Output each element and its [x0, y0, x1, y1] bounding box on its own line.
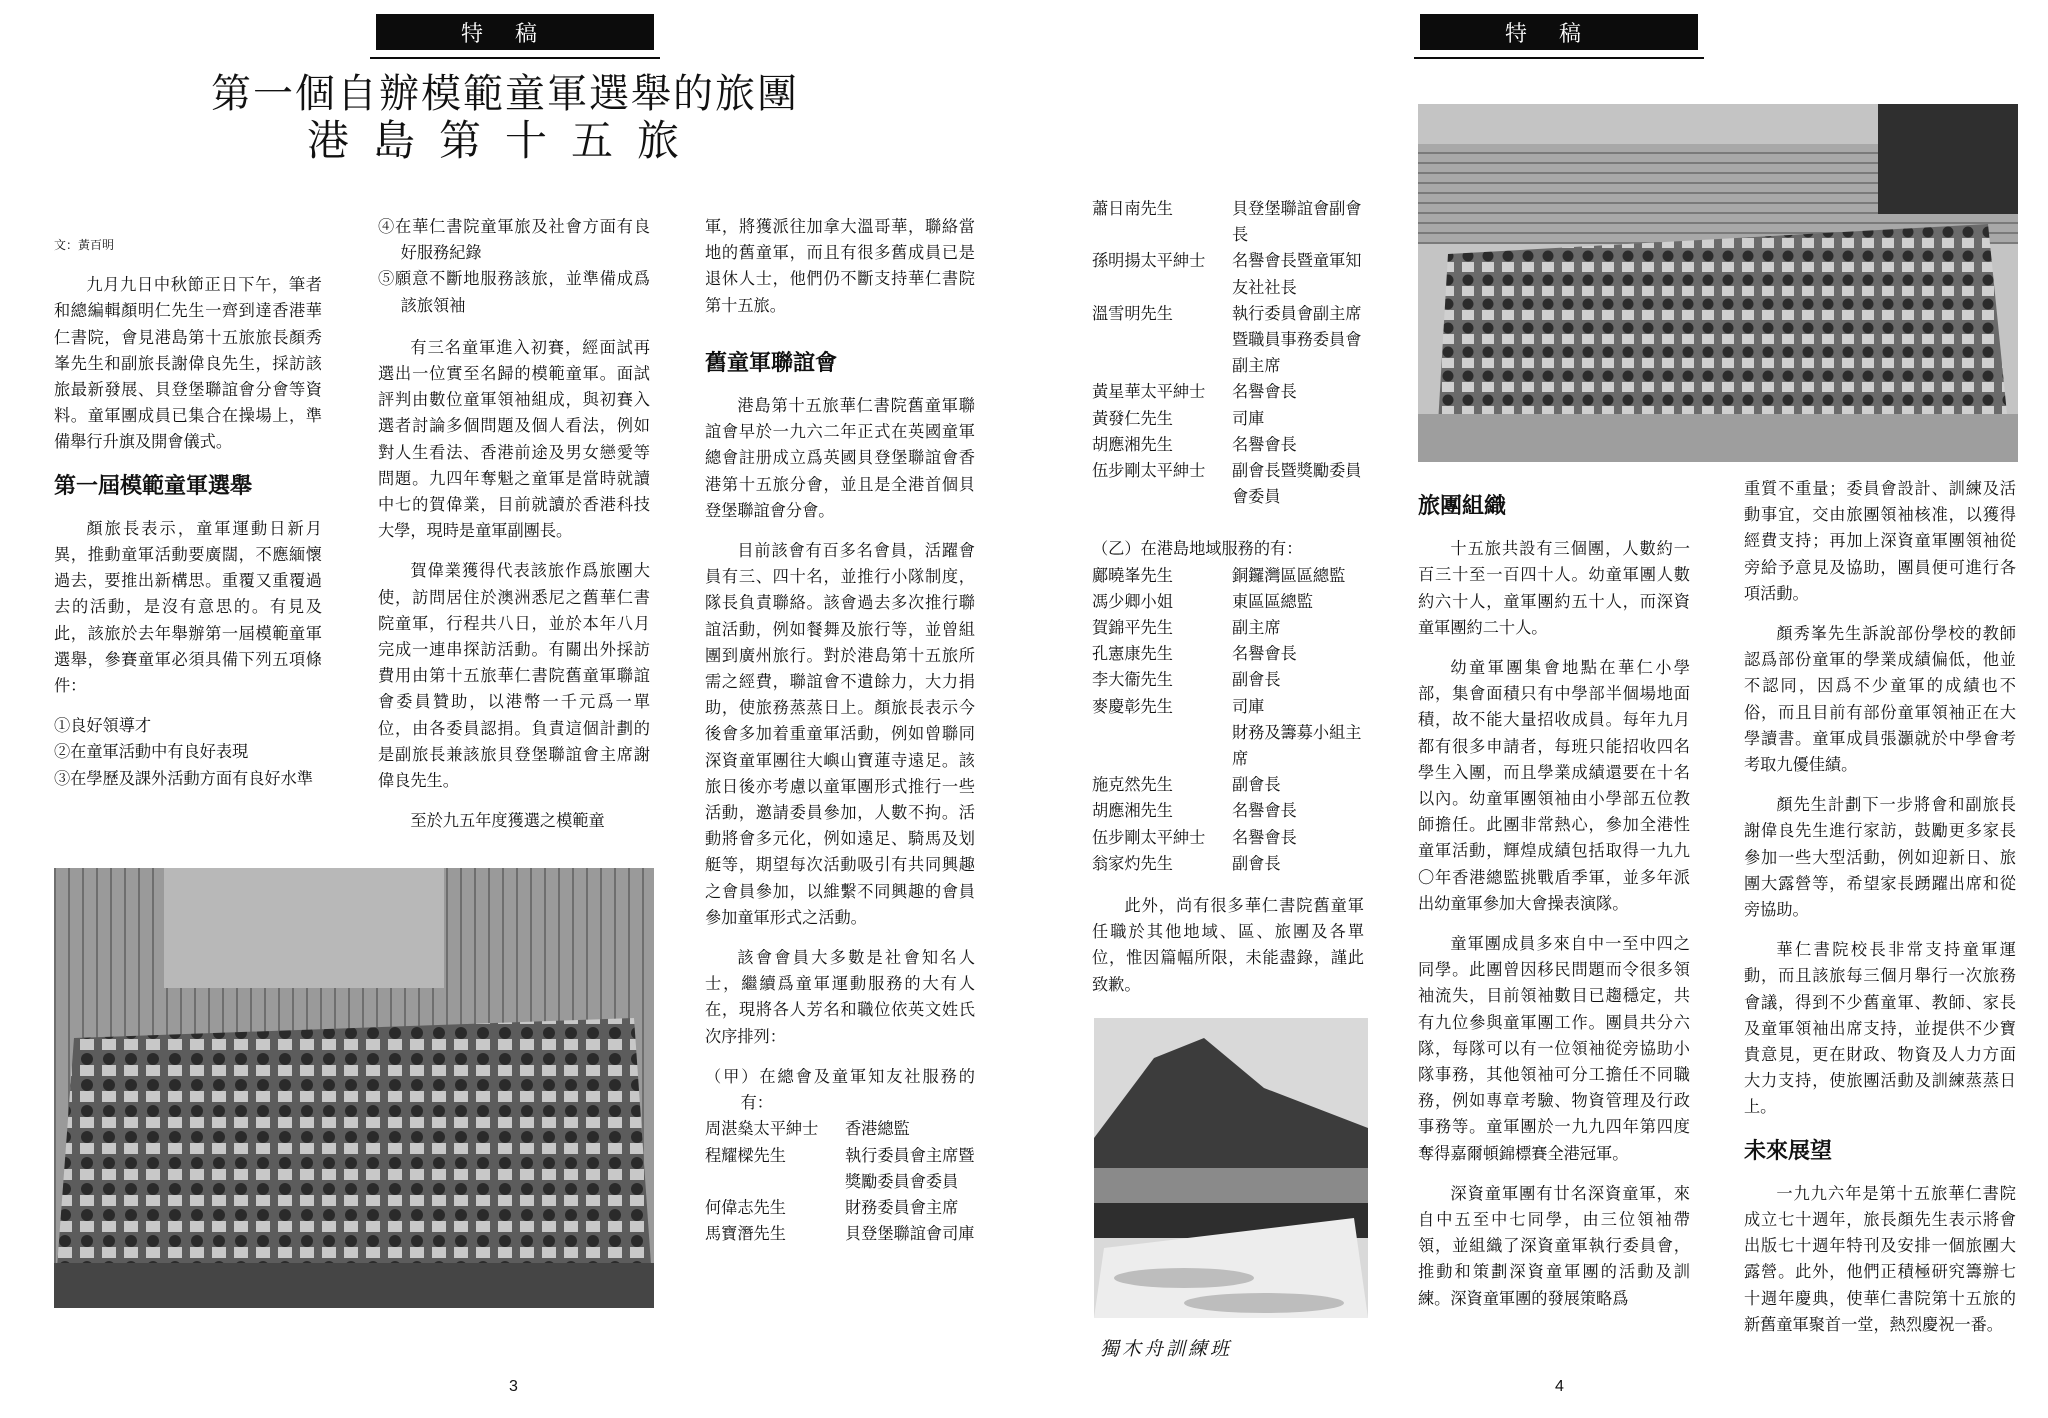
list-item: ②在童軍活動中有良好表現: [54, 742, 249, 762]
member-role: 司庫: [1232, 696, 1265, 716]
author-credit: 文：黃百明: [54, 238, 115, 252]
member-name: 黃發仁先生: [1092, 408, 1173, 428]
member-name: 蕭日南先生: [1092, 199, 1173, 218]
paragraph: 此外，尚有很多華仁書院舊童軍任職於其他地域、區、旅團及各單位，惟因篇幅所限，未能盡錄，謹此致歉。: [1092, 896, 1364, 994]
member-name: 孔憲康先生: [1092, 644, 1173, 664]
paragraph: 幼童軍團集會地點在華仁小學部，集會面積只有中學部半個場地面積，故不能大量招收成員。每年九月都有很多申請者，每班只能招收四名學生入團，而且學業成績還要在十名以內。幼童軍團領袖由小學部五位教師擔任。此團非常熱心，參加全港性童軍活動，輝煌成績包括取得一九九〇年香港總監挑戰盾季軍，並多年派出幼童軍參加大會操表演隊。: [1418, 658, 1690, 913]
member-name: 周湛燊太平紳士: [705, 1119, 819, 1139]
section-heading: 旅團組織: [1418, 494, 1507, 519]
right-col-a: [1092, 196, 1364, 1012]
member-role: 執行委員會副主席暨職員事務委員會副主席: [1232, 303, 1362, 376]
paragraph: 該會會員大多數是社會知名人士，繼續爲童軍運動服務的大有人在，現將各人芳名和職位依英文姓氏次序排列：: [705, 948, 975, 1046]
paragraph: 童軍團成員多來自中一至中四之同學。此團曾因移民問題而令很多領袖流失，目前領袖數目已趨穩定，共有九位參與童軍團工作。團員共分六隊，每隊可以有一位領袖從旁協助小隊事務，其他領袖可分工擔任不同職務，例如專章考驗、物資管理及行政事務等。童軍團於一九九四年第四度奪得嘉爾頓錦標賽全港冠軍。: [1418, 934, 1690, 1163]
photo-caption: 獨木舟訓練班: [1100, 1338, 1233, 1360]
member-role: 名譽會長: [1232, 827, 1297, 847]
member-role: 副會長暨獎勵委員會委員: [1232, 461, 1362, 507]
paragraph: 顏秀峯先生訴說部份學校的教師認爲部份童軍的學業成績偏低，他並不認同，因爲不少童軍的成績也不俗，而且目前有部份童軍領袖正在大學讀書。童軍成員張灝就於中學會考考取九優佳績。: [1744, 624, 2016, 775]
member-name: 翁家灼先生: [1092, 853, 1173, 873]
member-name: 溫雪明先生: [1092, 303, 1173, 323]
member-table: [705, 1116, 975, 1247]
member-name: 李大衞先生: [1092, 670, 1173, 690]
list-heading: （乙）在港島地域服務的有：: [1092, 539, 1303, 559]
left-col-3: [705, 214, 975, 1247]
member-role: 副會長: [1232, 670, 1281, 690]
left-col-2: [378, 214, 650, 848]
paragraph: 賀偉業獲得代表該旅作爲旅團大使，訪問居住於澳洲悉尼之舊華仁書院童軍，行程共八日，並於本年八月完成一連串探訪活動。有關出外採訪費用由第十五旅華仁書院舊童軍聯誼會委員贊助，以港幣一千元爲一單位，由各委員認捐。負責這個計劃的是副旅長兼該旅貝登堡聯誼會主席謝偉良先生。: [378, 561, 650, 791]
right-col-c: [1744, 476, 2016, 1352]
member-name: 何偉志先生: [705, 1197, 786, 1217]
member-role: 貝登堡聯誼會副會長: [1232, 199, 1362, 245]
left-banner: 特稿: [376, 14, 654, 50]
paragraph: 深資童軍團有廿名深資童軍，來自中五至中七同學，由三位領袖帶領，並組織了深資童軍執行委員會，推動和策劃深資童軍團的活動及訓練。深資童軍團的發展策略爲: [1418, 1183, 1690, 1308]
member-role: 銅鑼灣區區總監: [1232, 565, 1346, 585]
member-name: 馬寶潛先生: [705, 1224, 786, 1244]
member-name: 伍步剛太平紳士: [1092, 461, 1206, 481]
article-subtitle: 港島第十五旅: [306, 116, 703, 165]
member-name: 鄺曉峯先生: [1092, 565, 1173, 585]
group-photo-left: [54, 868, 654, 1308]
paragraph: 一九九六年是第十五旅華仁書院成立七十週年，旅長顏先生表示將會出版七十週年特刊及安排一個旅團大露營。此外，他們正積極研究籌辦七十週年慶典，使華仁書院第十五旅的新舊童軍聚首一堂，熱烈慶祝一番。: [1744, 1183, 2016, 1334]
member-table: [1092, 196, 1364, 510]
left-col-1: [54, 232, 322, 792]
member-role: 名譽會長: [1232, 382, 1297, 402]
member-role: 名譽會長: [1232, 801, 1297, 821]
paragraph: 顏旅長表示，童軍運動日新月異，推動童軍活動要廣闊，不應緬懷過去，要推出新構思。重覆又重覆過去的活動，是沒有意思的。有見及此，該旅於去年舉辦第一屆模範童軍選舉，參賽童軍必須具備下列五項條件：: [54, 518, 322, 696]
member-role: 財務委員會主席: [845, 1197, 959, 1217]
member-name: 孫明揚太平紳士: [1092, 251, 1206, 271]
member-name: [1092, 720, 1232, 772]
member-role: 財務及籌募小組主席: [1232, 722, 1362, 769]
list-item: ⑤願意不斷地服務該旅，並準備成爲該旅領袖: [378, 269, 650, 315]
member-role: 司庫: [1232, 408, 1265, 428]
member-name: 黃星華太平紳士: [1092, 382, 1206, 402]
member-name: 程耀樑先生: [705, 1145, 786, 1165]
paragraph: 港島第十五旅華仁書院舊童軍聯誼會早於一九六二年正式在英國童軍總會註册成立爲英國貝登堡聯誼會香港第十五旅分會，並且是全港首個貝登堡聯誼會分會。: [705, 396, 975, 520]
member-name: 胡應湘先生: [1092, 801, 1173, 821]
paragraph: 重質不重量；委員會設計、訓練及活動事宜，交由旅團領袖核准，以獲得經費支持；再加上深資童軍團領袖從旁給予意見及協助，團員便可進行各項活動。: [1744, 479, 2016, 603]
member-role: 執行委員會主席暨獎勵委員會委員: [845, 1145, 975, 1191]
right-col-b: [1418, 484, 1690, 1326]
paragraph: 顏先生計劃下一步將會和副旅長謝偉良先生進行家訪，鼓勵更多家長參加一些大型活動，例如迎新日、旅團大露營等，希望家長踴躍出席和從旁協助。: [1744, 795, 2016, 920]
member-role: 香港總監: [845, 1119, 910, 1139]
member-name: 馮少卿小姐: [1092, 591, 1173, 611]
list-item: ④在華仁書院童軍旅及社會方面有良好服務紀錄: [378, 217, 650, 263]
paragraph: 目前該會有百多名會員，活躍會員有三、四十名，並推行小隊制度，隊長負責聯絡。該會過去多次推行聯誼活動，例如餐舞及旅行等，並曾組團到廣州旅行。對於港島第十五旅所需之經費，聯誼會不遺餘力，大力捐助，使旅務蒸蒸日上。顏旅長表示今後會多加着重童軍活動，例如曾聯同深資童軍團往大嶼山寶蓮寺遠足。該旅日後亦考慮以童軍團形式推行一些活動，邀請委員參加，人數不拘。活動將會多元化，例如遠足、騎馬及划艇等，期望每次活動吸引有共同興趣之會員參加，以維繫不同興趣的會員參加童軍形式之活動。: [705, 541, 975, 927]
member-name: 麥慶彰先生: [1092, 696, 1173, 716]
list-item: ①良好領導才: [54, 716, 152, 736]
member-name: 賀錦平先生: [1092, 618, 1173, 638]
member-role: 東區區總監: [1232, 591, 1313, 611]
paragraph: 華仁書院校長非常支持童軍運動，而且該旅每三個月舉行一次旅務會議，得到不少舊童軍、教師、家長及童軍領袖出席支持，並提供不少寶貴意見，更在財政、物資及人力方面大力支持，使旅團活動及訓練蒸蒸日上。: [1744, 940, 2016, 1117]
member-role: 名譽會長暨童軍知友社社長: [1232, 251, 1362, 297]
section-heading: 舊童軍聯誼會: [705, 350, 838, 376]
page-number-right: 4: [1555, 1378, 1564, 1395]
member-table: [1092, 563, 1364, 877]
member-role: 副會長: [1232, 775, 1281, 795]
section-heading: 第一屆模範童軍選舉: [54, 473, 253, 499]
paragraph: 軍，將獲派往加拿大溫哥華，聯絡當地的舊童軍，而且有很多舊成員已是退休人士，他們仍不斷支持華仁書院第十五旅。: [705, 217, 975, 315]
member-role: 名譽會長: [1232, 434, 1297, 454]
page-number-left: 3: [509, 1378, 518, 1395]
article-title: 第一個自辦模範童軍選舉的旅團: [211, 71, 799, 117]
member-role: 副會長: [1232, 853, 1281, 873]
member-role: 副主席: [1232, 618, 1281, 638]
member-role: 名譽會長: [1232, 644, 1297, 664]
section-heading: 未來展望: [1744, 1138, 1833, 1164]
paragraph: 至於九五年度獲選之模範童: [410, 811, 605, 831]
member-name: 施克然先生: [1092, 775, 1173, 795]
paragraph: 有三名童軍進入初賽，經面試再選出一位實至名歸的模範童軍。面試評判由數位童軍領袖組成，與初賽入選者討論多個問題及個人看法，例如對人生看法、香港前途及男女戀愛等問題。九四年奪魁之童軍是當時就讀中七的賀偉業，目前就讀於香港科技大學，現時是童軍副團長。: [378, 337, 650, 541]
canoe-photo: [1094, 1018, 1368, 1318]
list-item: ③在學歷及課外活動方面有良好水準: [54, 768, 313, 788]
member-name: 伍步剛太平紳士: [1092, 827, 1206, 847]
paragraph: 九月九日中秋節正日下午，筆者和總編輯顏明仁先生一齊到達香港華仁書院，會見港島第十五旅旅長顏秀峯先生和副旅長謝偉良先生，採訪該旅最新發展、貝登堡聯誼會分會等資料。童軍團成員已集合在操場上，準備舉行升旗及開會儀式。: [54, 275, 322, 452]
group-photo-right: [1418, 104, 2018, 462]
paragraph: 十五旅共設有三個團，人數約一百三十至一百四十人。幼童軍團人數約六十人，童軍團約五十人，而深資童軍團約二十人。: [1418, 539, 1690, 637]
right-banner: 特稿: [1420, 14, 1698, 50]
list-heading: （甲）在總會及童軍知友社服務的有：: [705, 1066, 975, 1113]
member-name: 胡應湘先生: [1092, 434, 1173, 454]
member-role: 貝登堡聯誼會司庫: [845, 1224, 975, 1244]
